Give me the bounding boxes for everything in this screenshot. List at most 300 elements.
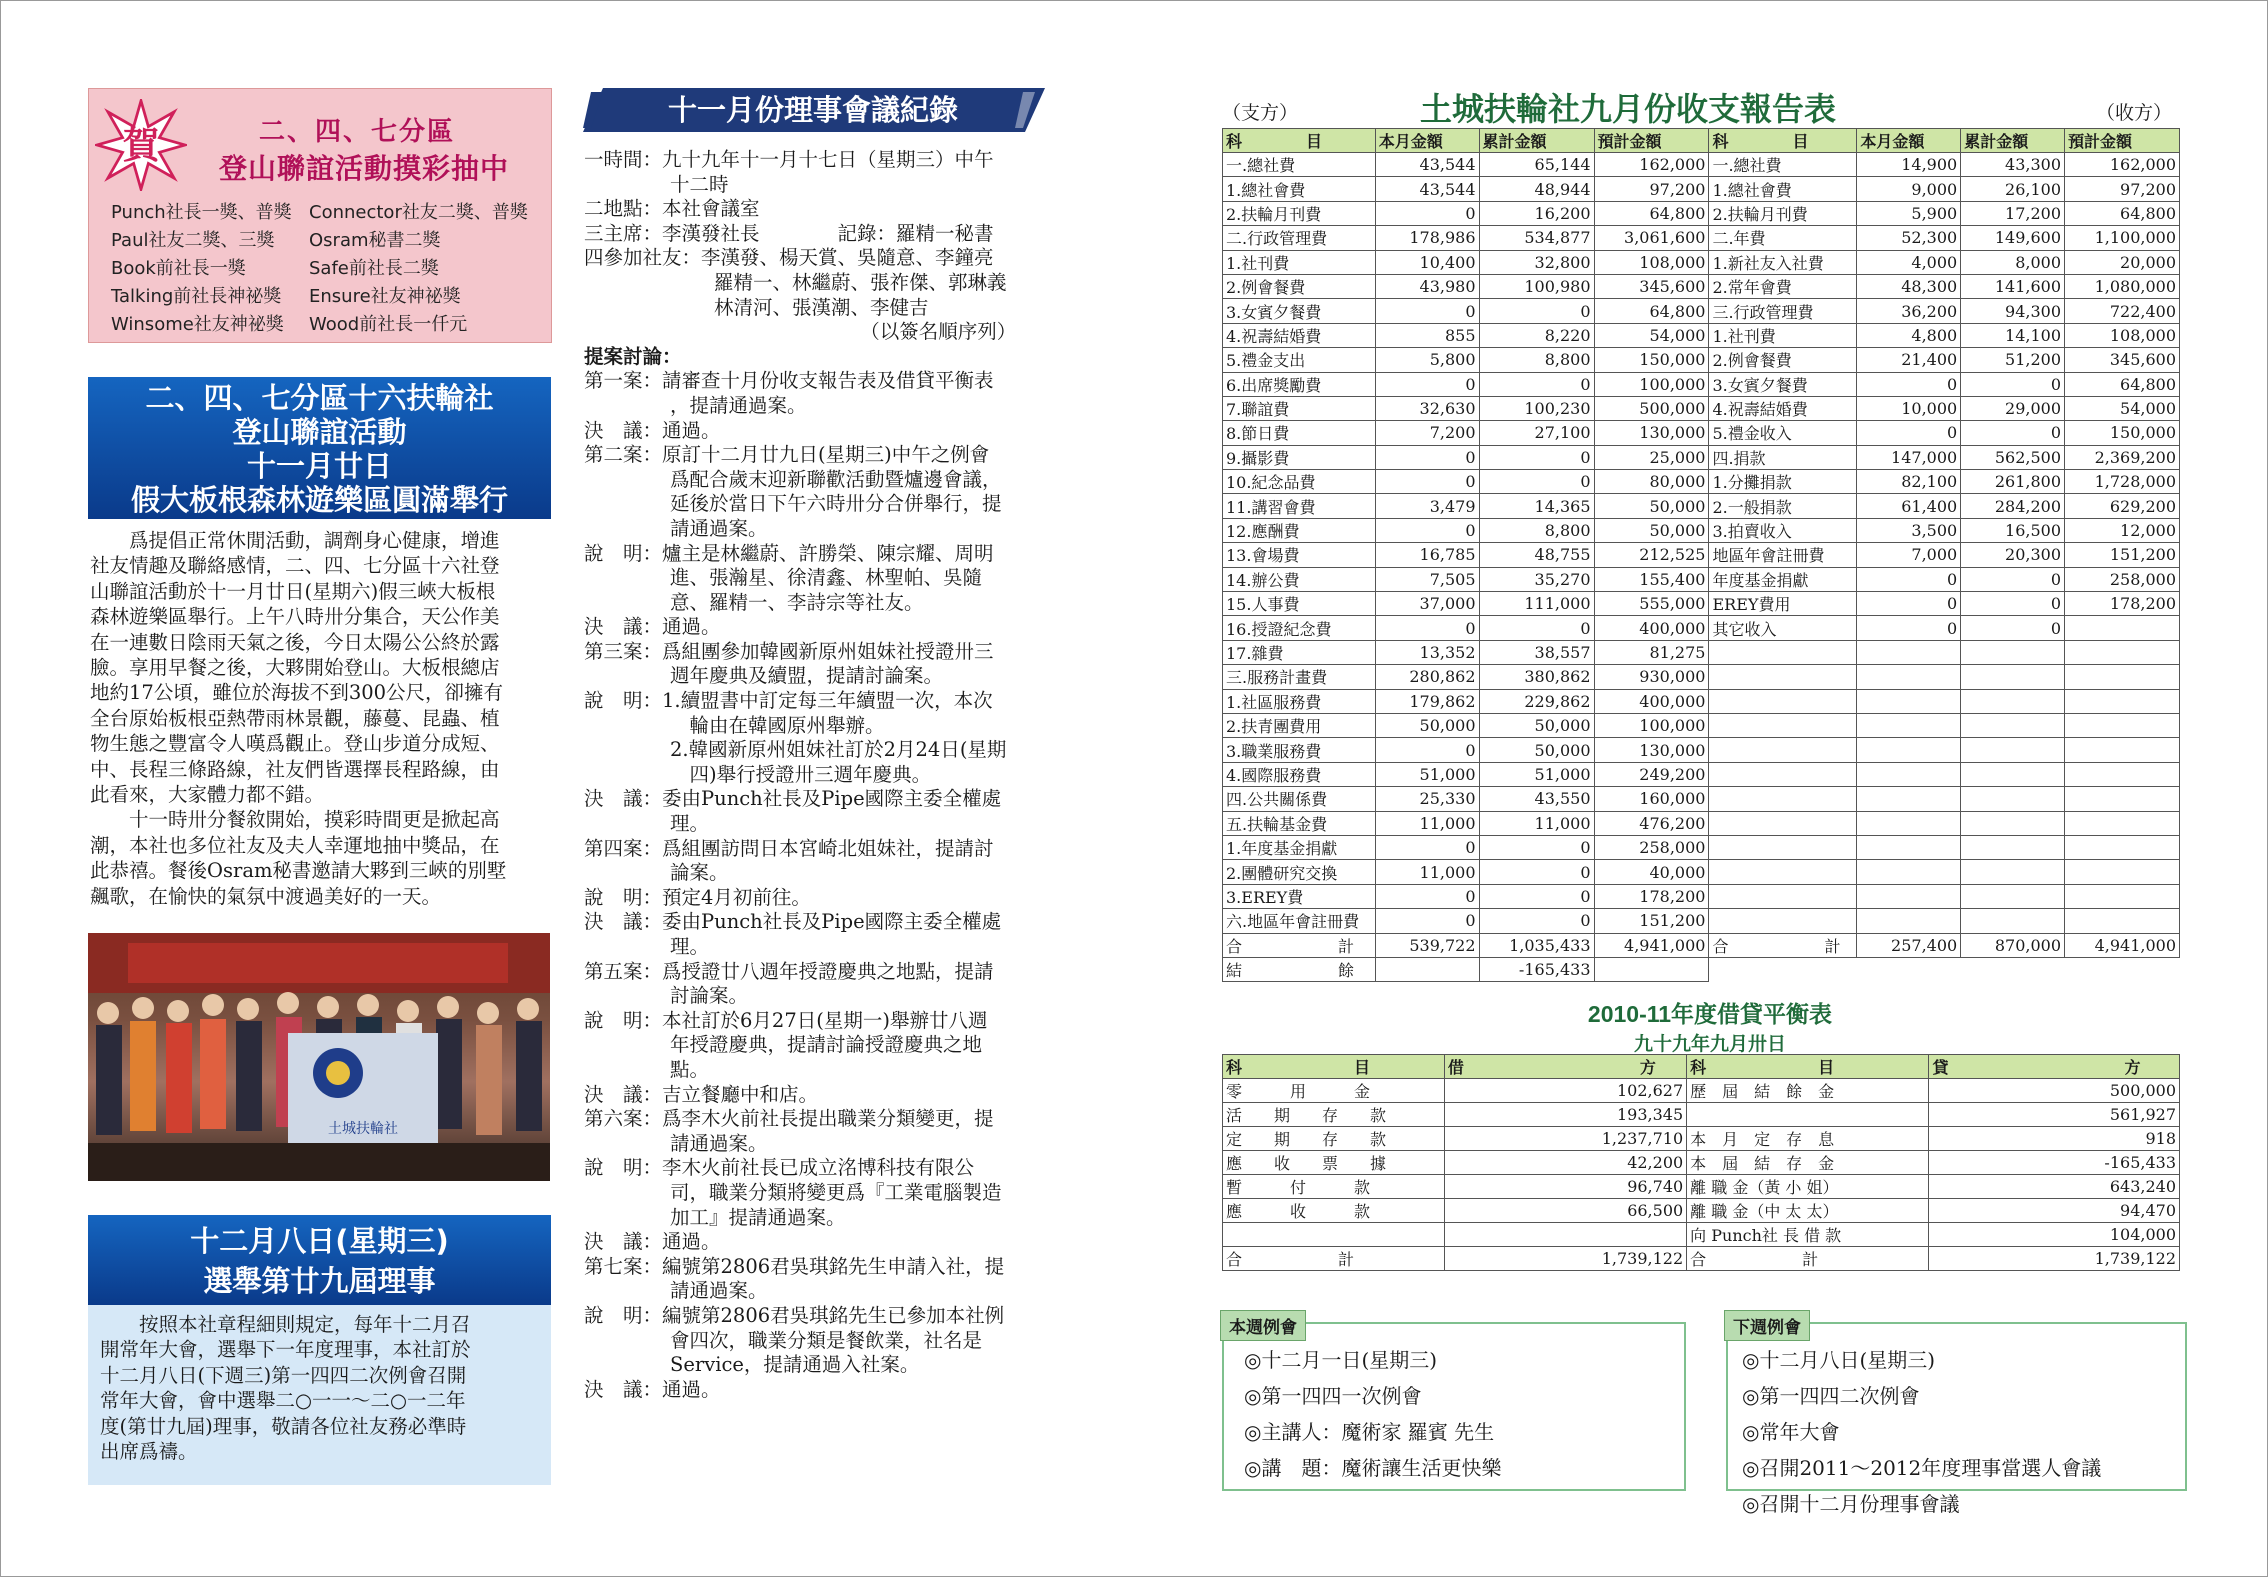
table-cell <box>2065 738 2180 762</box>
next-week-label: 下週例會 <box>1724 1310 1810 1341</box>
table-cell <box>1709 640 1857 664</box>
table-cell: 52,300 <box>1857 226 1961 250</box>
table-cell: 82,100 <box>1857 470 1961 494</box>
minutes-text: 1.續盟書中訂定每三年續盟一次，本次 <box>662 689 993 713</box>
table-cell: 32,630 <box>1375 396 1479 420</box>
table-cell: 261,800 <box>1961 470 2065 494</box>
table-cell: 561,927 <box>1929 1103 2180 1127</box>
minutes-row <box>584 271 1046 296</box>
table-cell <box>1223 1223 1445 1247</box>
minutes-label <box>584 1132 670 1157</box>
minutes-text: 爲組團參加韓國新原州姐妹社授證卅三 <box>662 639 994 663</box>
minutes-row <box>584 664 1046 689</box>
table-cell: 476,200 <box>1594 811 1709 835</box>
minutes-text: 請審查十月份收支報告表及借貸平衡表 <box>662 369 994 393</box>
table-cell <box>1709 787 1857 811</box>
table-cell: 三.服務計畫費 <box>1223 665 1376 689</box>
table-cell: 258,000 <box>2065 567 2180 591</box>
table-cell: 722,400 <box>2065 299 2180 323</box>
article-line: 物生態之豐富令人嘆爲觀止。登山步道分成短、 <box>90 732 500 756</box>
minutes-label: 決 議： <box>584 1377 663 1401</box>
minutes-row <box>584 812 1046 837</box>
next-week-list <box>1742 1342 2101 1522</box>
minutes-text: 週年慶典及續盟，提請討論案。 <box>670 664 944 688</box>
balance-row <box>1223 1151 2180 1175</box>
table-cell: 年度基金捐獻 <box>1709 567 1857 591</box>
table-cell <box>1961 640 2065 664</box>
table-cell <box>1709 762 1857 786</box>
table-cell: 離 職 金（黃 小 姐） <box>1687 1175 1929 1199</box>
minutes-label <box>584 591 670 616</box>
table-cell: 50,000 <box>1479 738 1594 762</box>
table-cell: 930,000 <box>1594 665 1709 689</box>
table-cell: 54,000 <box>1594 323 1709 347</box>
table-cell: 0 <box>1375 909 1479 933</box>
table-cell: 38,557 <box>1479 640 1594 664</box>
table-cell: 離 職 金（中 太 太） <box>1687 1199 1929 1223</box>
table-cell <box>1594 957 1709 981</box>
minutes-row <box>584 443 1046 468</box>
table-cell: 1,035,433 <box>1479 933 1594 957</box>
report-row <box>1223 665 2180 689</box>
minutes-row <box>584 419 1046 444</box>
minutes-row <box>584 1181 1046 1206</box>
table-cell: 1,100,000 <box>2065 226 2180 250</box>
meeting-item: ◎主講人：魔術家 羅賓 先生 <box>1244 1420 1495 1444</box>
minutes-row <box>584 1378 1046 1403</box>
table-cell: 0 <box>1375 738 1479 762</box>
table-cell <box>1857 640 1961 664</box>
table-cell <box>1961 762 2065 786</box>
table-cell <box>1961 713 2065 737</box>
table-cell: 258,000 <box>1594 835 1709 859</box>
minutes-text: 編號第2806君吳琪銘先生申請入社，提 <box>662 1254 1005 1278</box>
report-header-row <box>1223 129 2180 153</box>
table-cell: 7,505 <box>1375 567 1479 591</box>
table-cell: 3.職業服務費 <box>1223 738 1376 762</box>
table-cell: 0 <box>1375 616 1479 640</box>
table-cell <box>1709 860 1857 884</box>
lottery-winner: Ensure社友神祕獎 <box>309 286 461 307</box>
table-cell: 3,061,600 <box>1594 226 1709 250</box>
minutes-row <box>584 1206 1046 1231</box>
minutes-row <box>584 1230 1046 1255</box>
table-cell: 0 <box>1857 616 1961 640</box>
lottery-winner: Osram秘書二獎 <box>309 230 441 251</box>
table-cell: 3.拍賣收入 <box>1709 518 1857 542</box>
minutes-text: 李漢發社長 記錄：羅精一秘書 <box>662 221 994 245</box>
table-cell: 0 <box>1375 835 1479 859</box>
minutes-text: 年授證慶典，提請討論授證慶典之地 <box>670 1033 983 1057</box>
report-row <box>1223 153 2180 177</box>
minutes-label: 第七案： <box>584 1254 663 1278</box>
table-cell: 94,300 <box>1961 299 2065 323</box>
minutes-row <box>584 296 1046 321</box>
table-cell <box>1961 884 2065 908</box>
minutes-label <box>584 296 714 321</box>
table-cell: 0 <box>1375 470 1479 494</box>
table-cell: 104,000 <box>1929 1223 2180 1247</box>
table-cell: 0 <box>1857 592 1961 616</box>
minutes-text: 意、羅精一、李詩宗等社友。 <box>670 590 924 614</box>
table-cell: 科 目 <box>1709 129 1857 153</box>
report-row <box>1223 396 2180 420</box>
minutes-row <box>584 566 1046 591</box>
table-cell: 20,300 <box>1961 543 2065 567</box>
minutes-label: 二地點： <box>584 197 663 221</box>
table-cell: 855 <box>1375 323 1479 347</box>
minutes-row <box>584 591 1046 616</box>
minutes-text: 通過。 <box>662 418 721 442</box>
table-cell: 六.地區年會註冊費 <box>1223 909 1376 933</box>
minutes-text: 四)舉行授證卅三週年慶典。 <box>670 762 932 786</box>
election-title-2: 選舉第廿九屆理事 <box>203 1264 436 1298</box>
table-cell: 本 屆 結 存 金 <box>1687 1151 1929 1175</box>
minutes-text: 請通過案。 <box>670 1279 768 1303</box>
meeting-item: ◎召開十二月份理事會議 <box>1742 1492 1960 1516</box>
table-cell: 36,200 <box>1857 299 1961 323</box>
lottery-winner: Talking前社長神祕獎 <box>111 286 282 307</box>
table-cell: 151,200 <box>1594 909 1709 933</box>
table-cell: 500,000 <box>1929 1079 2180 1103</box>
table-cell <box>1857 738 1961 762</box>
table-cell: 100,000 <box>1594 713 1709 737</box>
table-cell: 284,200 <box>1961 494 2065 518</box>
minutes-label <box>584 394 670 419</box>
table-cell: 科 目 <box>1223 129 1376 153</box>
table-cell: 0 <box>1479 470 1594 494</box>
table-cell: 8,800 <box>1479 518 1594 542</box>
table-cell: 3.女賓夕餐費 <box>1709 372 1857 396</box>
table-cell: 162,000 <box>2065 153 2180 177</box>
table-cell: 累計金額 <box>1479 129 1594 153</box>
table-cell: 0 <box>1375 299 1479 323</box>
table-cell: 0 <box>1961 372 2065 396</box>
minutes-row <box>584 1353 1046 1378</box>
table-cell <box>1961 787 2065 811</box>
table-cell: 37,000 <box>1375 592 1479 616</box>
lottery-winner: Wood前社長一仟元 <box>309 314 468 335</box>
table-cell: 43,544 <box>1375 177 1479 201</box>
table-cell: 二.行政管理費 <box>1223 226 1376 250</box>
table-cell: 4,941,000 <box>2065 933 2180 957</box>
minutes-label <box>584 320 714 345</box>
table-cell <box>1375 957 1479 981</box>
minutes-row <box>584 1009 1046 1034</box>
table-cell: 9.攝影費 <box>1223 445 1376 469</box>
minutes-row <box>584 984 1046 1009</box>
article-line: 此看來，大家體力都不錯。 <box>90 783 325 807</box>
table-cell: 10,000 <box>1857 396 1961 420</box>
minutes-label: 第三案： <box>584 639 663 663</box>
table-cell: 50,000 <box>1594 494 1709 518</box>
table-cell: 64,800 <box>2065 372 2180 396</box>
minutes-text: 通過。 <box>662 1377 721 1401</box>
table-cell <box>1444 1223 1686 1247</box>
table-cell: 0 <box>1961 421 2065 445</box>
table-cell <box>1709 738 1857 762</box>
lottery-winner: Connector社友二獎、普獎 <box>309 202 528 223</box>
table-cell: 活 期 存 款 <box>1223 1103 1445 1127</box>
minutes-text: 理。 <box>670 935 710 958</box>
report-row <box>1223 884 2180 908</box>
table-cell: 二.年費 <box>1709 226 1857 250</box>
table-cell: 51,000 <box>1479 762 1594 786</box>
meeting-item: ◎召開2011～2012年度理事當選人會議 <box>1742 1456 2102 1480</box>
table-cell: 100,000 <box>1594 372 1709 396</box>
report-row <box>1223 616 2180 640</box>
table-cell: 249,200 <box>1594 762 1709 786</box>
table-cell: 2.團體研究交換 <box>1223 860 1376 884</box>
table-cell: 151,200 <box>2065 543 2180 567</box>
table-cell: 0 <box>1479 860 1594 884</box>
minutes-label: 決 議： <box>584 615 663 639</box>
table-cell <box>2065 640 2180 664</box>
report-row <box>1223 421 2180 445</box>
minutes-label: 決 議： <box>584 910 663 934</box>
table-cell: 8.節日費 <box>1223 421 1376 445</box>
table-cell: 40,000 <box>1594 860 1709 884</box>
minutes-text: 論案。 <box>670 861 729 885</box>
report-table <box>1222 128 2180 982</box>
article-line: 飆歌，在愉快的氣氛中渡過美好的一天。 <box>90 884 442 908</box>
table-cell: 4.祝壽結婚費 <box>1223 323 1376 347</box>
table-cell: -165,433 <box>1479 957 1594 981</box>
minutes-text: 九十九年十一月十七日（星期三）中午 <box>662 148 994 171</box>
report-row <box>1223 787 2180 811</box>
table-cell: 0 <box>1479 299 1594 323</box>
table-cell: 16,500 <box>1961 518 2065 542</box>
minutes-label: 說 明： <box>584 1008 663 1032</box>
table-cell: 1.新社友入社費 <box>1709 250 1857 274</box>
table-cell: 500,000 <box>1594 396 1709 420</box>
minutes-text: 理。 <box>670 812 710 836</box>
table-cell: 2.扶輪月刊費 <box>1223 201 1376 225</box>
table-cell: 50,000 <box>1594 518 1709 542</box>
table-cell: 一.總社費 <box>1709 153 1857 177</box>
table-cell: 8,000 <box>1961 250 2065 274</box>
table-cell: 向 Punch社 長 借 款 <box>1687 1223 1929 1247</box>
balance-title: 2010-11年度借貸平衡表 <box>1587 1001 1833 1027</box>
minutes-text: 林清河、張漢潮、李健吉 <box>714 295 929 319</box>
table-cell: 108,000 <box>1594 250 1709 274</box>
minutes-label <box>584 468 670 493</box>
table-cell: 100,980 <box>1479 274 1594 298</box>
table-cell: 16,785 <box>1375 543 1479 567</box>
table-cell: 50,000 <box>1479 713 1594 737</box>
minutes-row <box>584 763 1046 788</box>
table-cell: 280,862 <box>1375 665 1479 689</box>
meeting-minutes <box>584 148 1046 1402</box>
table-cell <box>1709 909 1857 933</box>
table-cell: 380,862 <box>1479 665 1594 689</box>
table-cell: 1.社刊費 <box>1709 323 1857 347</box>
table-cell: 三.行政管理費 <box>1709 299 1857 323</box>
minutes-label <box>584 1206 670 1231</box>
lottery-title-1: 二、四、七分區 <box>259 117 456 147</box>
table-cell: 貸 方 <box>1929 1055 2180 1079</box>
table-cell <box>1857 860 1961 884</box>
table-cell: 0 <box>1857 372 1961 396</box>
table-cell: 0 <box>1479 445 1594 469</box>
table-cell: 229,862 <box>1479 689 1594 713</box>
table-cell: 25,330 <box>1375 787 1479 811</box>
report-row <box>1223 592 2180 616</box>
table-cell: 3,479 <box>1375 494 1479 518</box>
table-cell: 0 <box>1375 372 1479 396</box>
minutes-label <box>584 1181 670 1206</box>
minutes-label <box>584 664 670 689</box>
table-cell: 141,600 <box>1961 274 2065 298</box>
table-cell: 61,400 <box>1857 494 1961 518</box>
article-line: 在一連數日陰雨天氣之後，今日太陽公公終於露 <box>90 630 500 654</box>
minutes-label <box>584 1058 670 1083</box>
minutes-text: 編號第2806君吳琪銘先生已參加本社例 <box>662 1303 1005 1327</box>
minutes-row <box>584 468 1046 493</box>
table-cell <box>1857 762 1961 786</box>
hike-article <box>90 528 548 909</box>
table-cell: 14,900 <box>1857 153 1961 177</box>
table-cell: 12,000 <box>2065 518 2180 542</box>
table-cell: 870,000 <box>1961 933 2065 957</box>
minutes-row <box>584 689 1046 714</box>
table-cell <box>2065 665 2180 689</box>
meeting-item: ◎講 題：魔術讓生活更快樂 <box>1244 1456 1502 1480</box>
minutes-label <box>584 173 670 198</box>
minutes-label: 四參加社友： <box>584 246 702 270</box>
minutes-label: 決 議： <box>584 1230 663 1254</box>
table-cell: 11.講習會費 <box>1223 494 1376 518</box>
table-cell: 1.分攤捐款 <box>1709 470 1857 494</box>
table-cell: 149,600 <box>1961 226 2065 250</box>
table-cell: 81,275 <box>1594 640 1709 664</box>
table-cell: 13,352 <box>1375 640 1479 664</box>
minutes-text: 委由Punch社長及Pipe國際主委全權處 <box>662 787 1002 811</box>
lottery-winner: Winsome社友神祕獎 <box>111 314 284 335</box>
table-cell: 1.社刊費 <box>1223 250 1376 274</box>
table-cell: 96,740 <box>1444 1175 1686 1199</box>
minutes-label: 第四案： <box>584 836 663 860</box>
table-cell <box>1961 665 2065 689</box>
minutes-row <box>584 246 1046 271</box>
table-cell: 應 收 款 <box>1223 1199 1445 1223</box>
report-row <box>1223 518 2180 542</box>
table-cell: 本 月 定 存 息 <box>1687 1127 1929 1151</box>
table-cell: 0 <box>1479 835 1594 859</box>
minutes-text: 通過。 <box>662 615 721 639</box>
table-cell: 合 計 <box>1223 933 1376 957</box>
minutes-row <box>584 222 1046 247</box>
table-cell: 0 <box>1479 372 1594 396</box>
balance-row <box>1223 1103 2180 1127</box>
table-cell: 五.扶輪基金費 <box>1223 811 1376 835</box>
minutes-text: 討論案。 <box>670 984 749 1008</box>
table-cell: 本月金額 <box>1375 129 1479 153</box>
table-cell: 26,100 <box>1961 177 2065 201</box>
minutes-label: 第二案： <box>584 443 663 467</box>
minutes-label: 提案討論： <box>584 344 682 368</box>
table-cell: 64,800 <box>1594 299 1709 323</box>
table-cell <box>1709 811 1857 835</box>
table-cell: 5,800 <box>1375 348 1479 372</box>
report-row <box>1223 445 2180 469</box>
lottery-winner: Safe前社長二獎 <box>309 258 439 279</box>
minutes-label <box>584 271 714 296</box>
minutes-row <box>584 517 1046 542</box>
minutes-text: 爲授證廿八週年授證慶典之地點，提請 <box>662 959 994 983</box>
group-photo-image <box>88 933 550 1181</box>
table-cell: 50,000 <box>1375 713 1479 737</box>
minutes-text: 本社會議室 <box>662 197 760 221</box>
table-cell: 43,300 <box>1961 153 2065 177</box>
table-cell: 65,144 <box>1479 153 1594 177</box>
table-cell: 1.總社會費 <box>1223 177 1376 201</box>
table-cell: 合 計 <box>1223 1247 1445 1271</box>
table-cell: 0 <box>1375 445 1479 469</box>
table-cell: 地區年會註冊費 <box>1709 543 1857 567</box>
minutes-label <box>584 763 670 788</box>
report-row <box>1223 811 2180 835</box>
minutes-row <box>584 1279 1046 1304</box>
table-cell: 累計金額 <box>1961 129 2065 153</box>
table-cell: 21,400 <box>1857 348 1961 372</box>
table-cell: 212,525 <box>1594 543 1709 567</box>
table-cell: 定 期 存 款 <box>1223 1127 1445 1151</box>
minutes-row <box>584 1058 1046 1083</box>
table-cell: 130,000 <box>1594 421 1709 445</box>
table-cell <box>1961 689 2065 713</box>
table-cell <box>1961 738 2065 762</box>
table-cell: 2,369,200 <box>2065 445 2180 469</box>
balance-header-row <box>1223 1055 2180 1079</box>
table-cell: 147,000 <box>1857 445 1961 469</box>
table-cell: 0 <box>1857 567 1961 591</box>
article-line: 度(第廿九屆)理事，敬請各位社友務必準時 <box>100 1414 467 1438</box>
minutes-text: 爲配合歲末迎新聯歡活動暨爐邊會議， <box>670 467 1002 491</box>
table-cell: EREY費用 <box>1709 592 1857 616</box>
table-cell: 四.捐款 <box>1709 445 1857 469</box>
table-cell: 48,755 <box>1479 543 1594 567</box>
minutes-label: 說 明： <box>584 689 663 713</box>
minutes-row <box>584 1156 1046 1181</box>
table-cell <box>1709 957 2180 981</box>
minutes-text: 司，職業分類將變更爲『工業電腦製造 <box>670 1180 1002 1204</box>
table-cell: 7,200 <box>1375 421 1479 445</box>
table-cell <box>1709 665 1857 689</box>
table-cell: 5.禮金支出 <box>1223 348 1376 372</box>
minutes-text: 會四次，職業分類是餐飲業，社名是 <box>670 1328 983 1352</box>
report-row <box>1223 543 2180 567</box>
he-char: 賀 <box>122 123 160 167</box>
minutes-text: 輪由在韓國原州舉辦。 <box>670 713 885 737</box>
table-cell: 8,220 <box>1479 323 1594 347</box>
report-row <box>1223 860 2180 884</box>
article-line: 地約17公頃，雖位於海拔不到300公尺，卻擁有 <box>90 681 504 705</box>
table-cell: 629,200 <box>2065 494 2180 518</box>
table-cell: 178,986 <box>1375 226 1479 250</box>
minutes-row <box>584 1329 1046 1354</box>
table-cell: 643,240 <box>1929 1175 2180 1199</box>
table-cell: 2.扶輪月刊費 <box>1709 201 1857 225</box>
table-cell: 534,877 <box>1479 226 1594 250</box>
minutes-label: 說 明： <box>584 1303 663 1327</box>
table-cell: 11,000 <box>1479 811 1594 835</box>
table-cell: 162,000 <box>1594 153 1709 177</box>
table-cell: 193,345 <box>1444 1103 1686 1127</box>
table-cell: 0 <box>1375 518 1479 542</box>
table-cell: 150,000 <box>1594 348 1709 372</box>
table-cell: 102,627 <box>1444 1079 1686 1103</box>
